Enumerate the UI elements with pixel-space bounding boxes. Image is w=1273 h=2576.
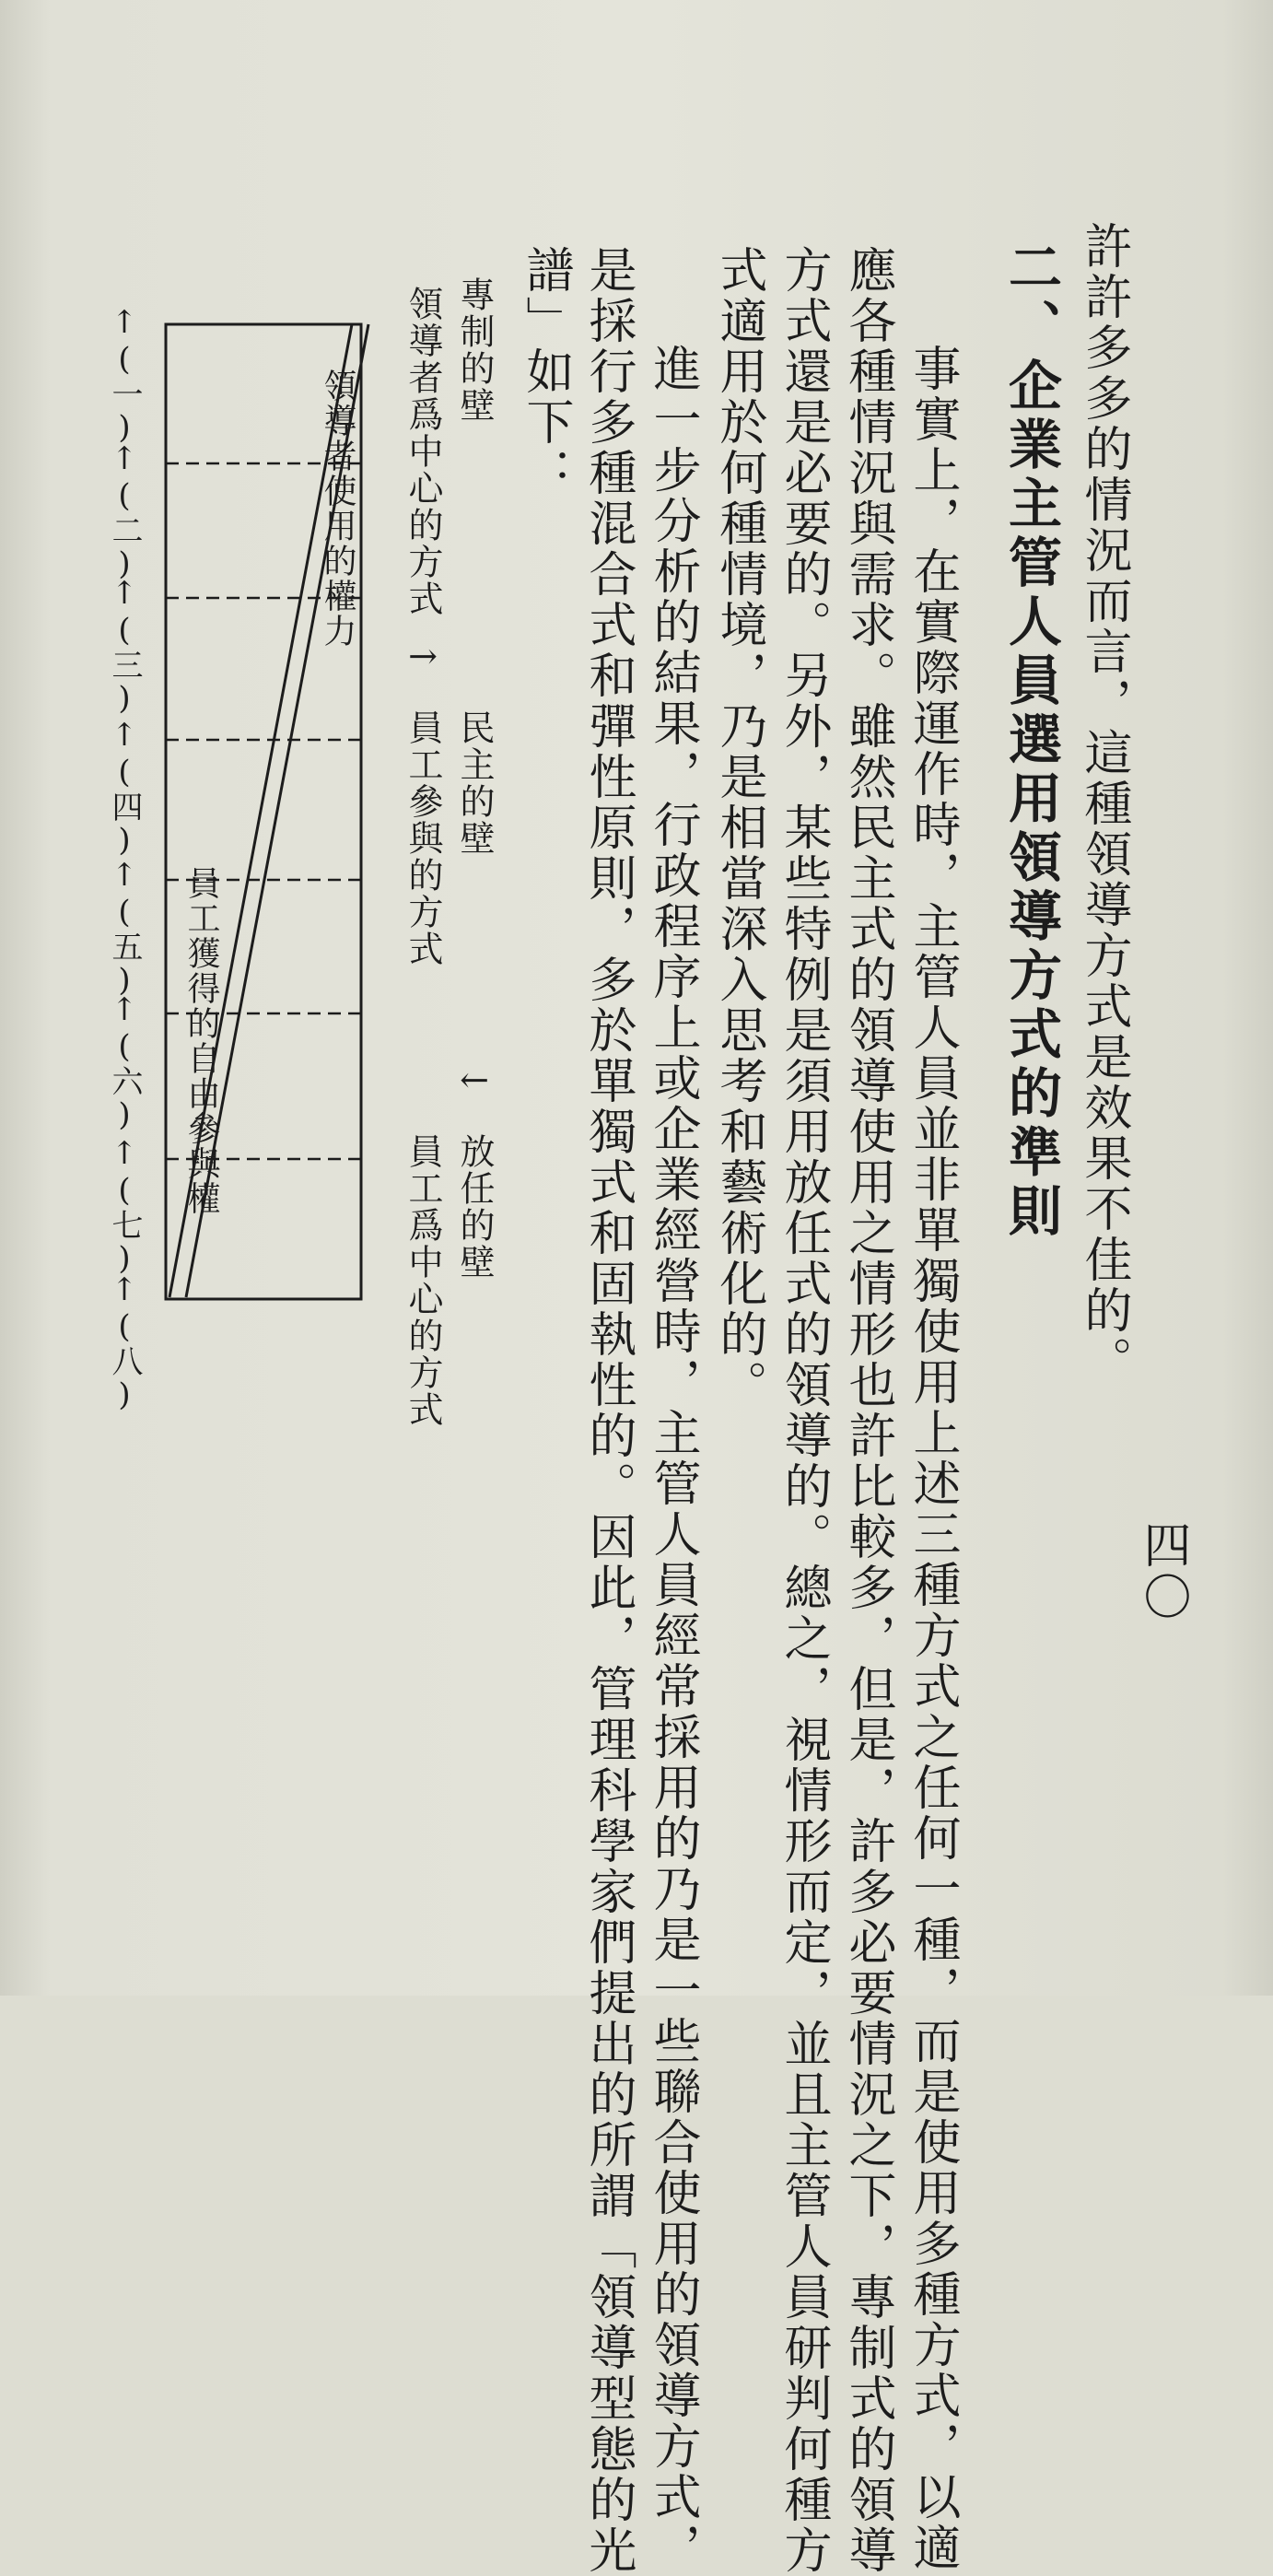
position-marker-5: ↑(五) [106, 857, 143, 999]
text-column-2: 事實上，在實際運作時，主管人員並非單獨使用上述三種方式之任何一種，而是使用多種方式，以適 [905, 293, 960, 2573]
text-column-4: 方式還是必要的。另外，某些特例是須用放任式的領導的。總之，視情形而定，並且主管人員研判何種方 [776, 245, 831, 2576]
position-marker-8: ↑(八) [106, 1271, 143, 1413]
position-marker-4: ↑(四) [106, 717, 143, 859]
lower-region-label: 員工獲得的自由參與權 [182, 866, 220, 1216]
diagram-left-subtitle: 領導者爲中心的方式 [403, 286, 443, 617]
section-heading: 二、企業主管人員選用領導方式的準則 [999, 240, 1062, 1242]
text-column-6: 進一步分析的結果，行政程序上或企業經營時，主管人員經常採用的乃是一些聯合使用的領導方式， [645, 293, 700, 2573]
position-marker-6: ↑(六) [106, 991, 143, 1133]
diagram-mid-title: 民主的壁 [454, 709, 495, 857]
page-number: 四〇 [1135, 1520, 1190, 1623]
text-column-5: 式適用於何種情境，乃是相當深入思考和藝術化的。 [711, 245, 766, 1411]
diagram-left-title: 專制的壁 [454, 276, 495, 424]
text-column-7: 是採行多種混合式和彈性原則，多於單獨式和固執性的。因此，管理科學家們提出的所謂「領導型態的光 [580, 245, 636, 2576]
diagram-right-subtitle: 員工爲中心的方式 [403, 1133, 443, 1428]
upper-region-label: 領導者使用的權力 [319, 369, 356, 649]
diagram-arrow-right: → [403, 636, 443, 678]
diagram-arrow-left: ← [454, 1060, 495, 1102]
position-marker-2: ↑(二) [106, 440, 143, 582]
diagram-right-title: 放任的壁 [454, 1133, 495, 1281]
text-column-8: 譜」如下： [518, 245, 573, 498]
position-marker-1: ↑(一) [106, 304, 143, 446]
position-marker-7: ↑(七) [106, 1135, 143, 1277]
text-column-1: 許許多多的情況而言，這種領導方式是效果不佳的。 [1076, 221, 1131, 1387]
position-marker-3: ↑(三) [106, 575, 143, 717]
text-column-3: 應各種情況與需求。雖然民主式的領導使用之情形也許比較多，但是，許多必要情況之下，專制式的領導 [840, 245, 895, 2576]
diagram-mid-subtitle: 員工參與的方式 [403, 709, 443, 967]
